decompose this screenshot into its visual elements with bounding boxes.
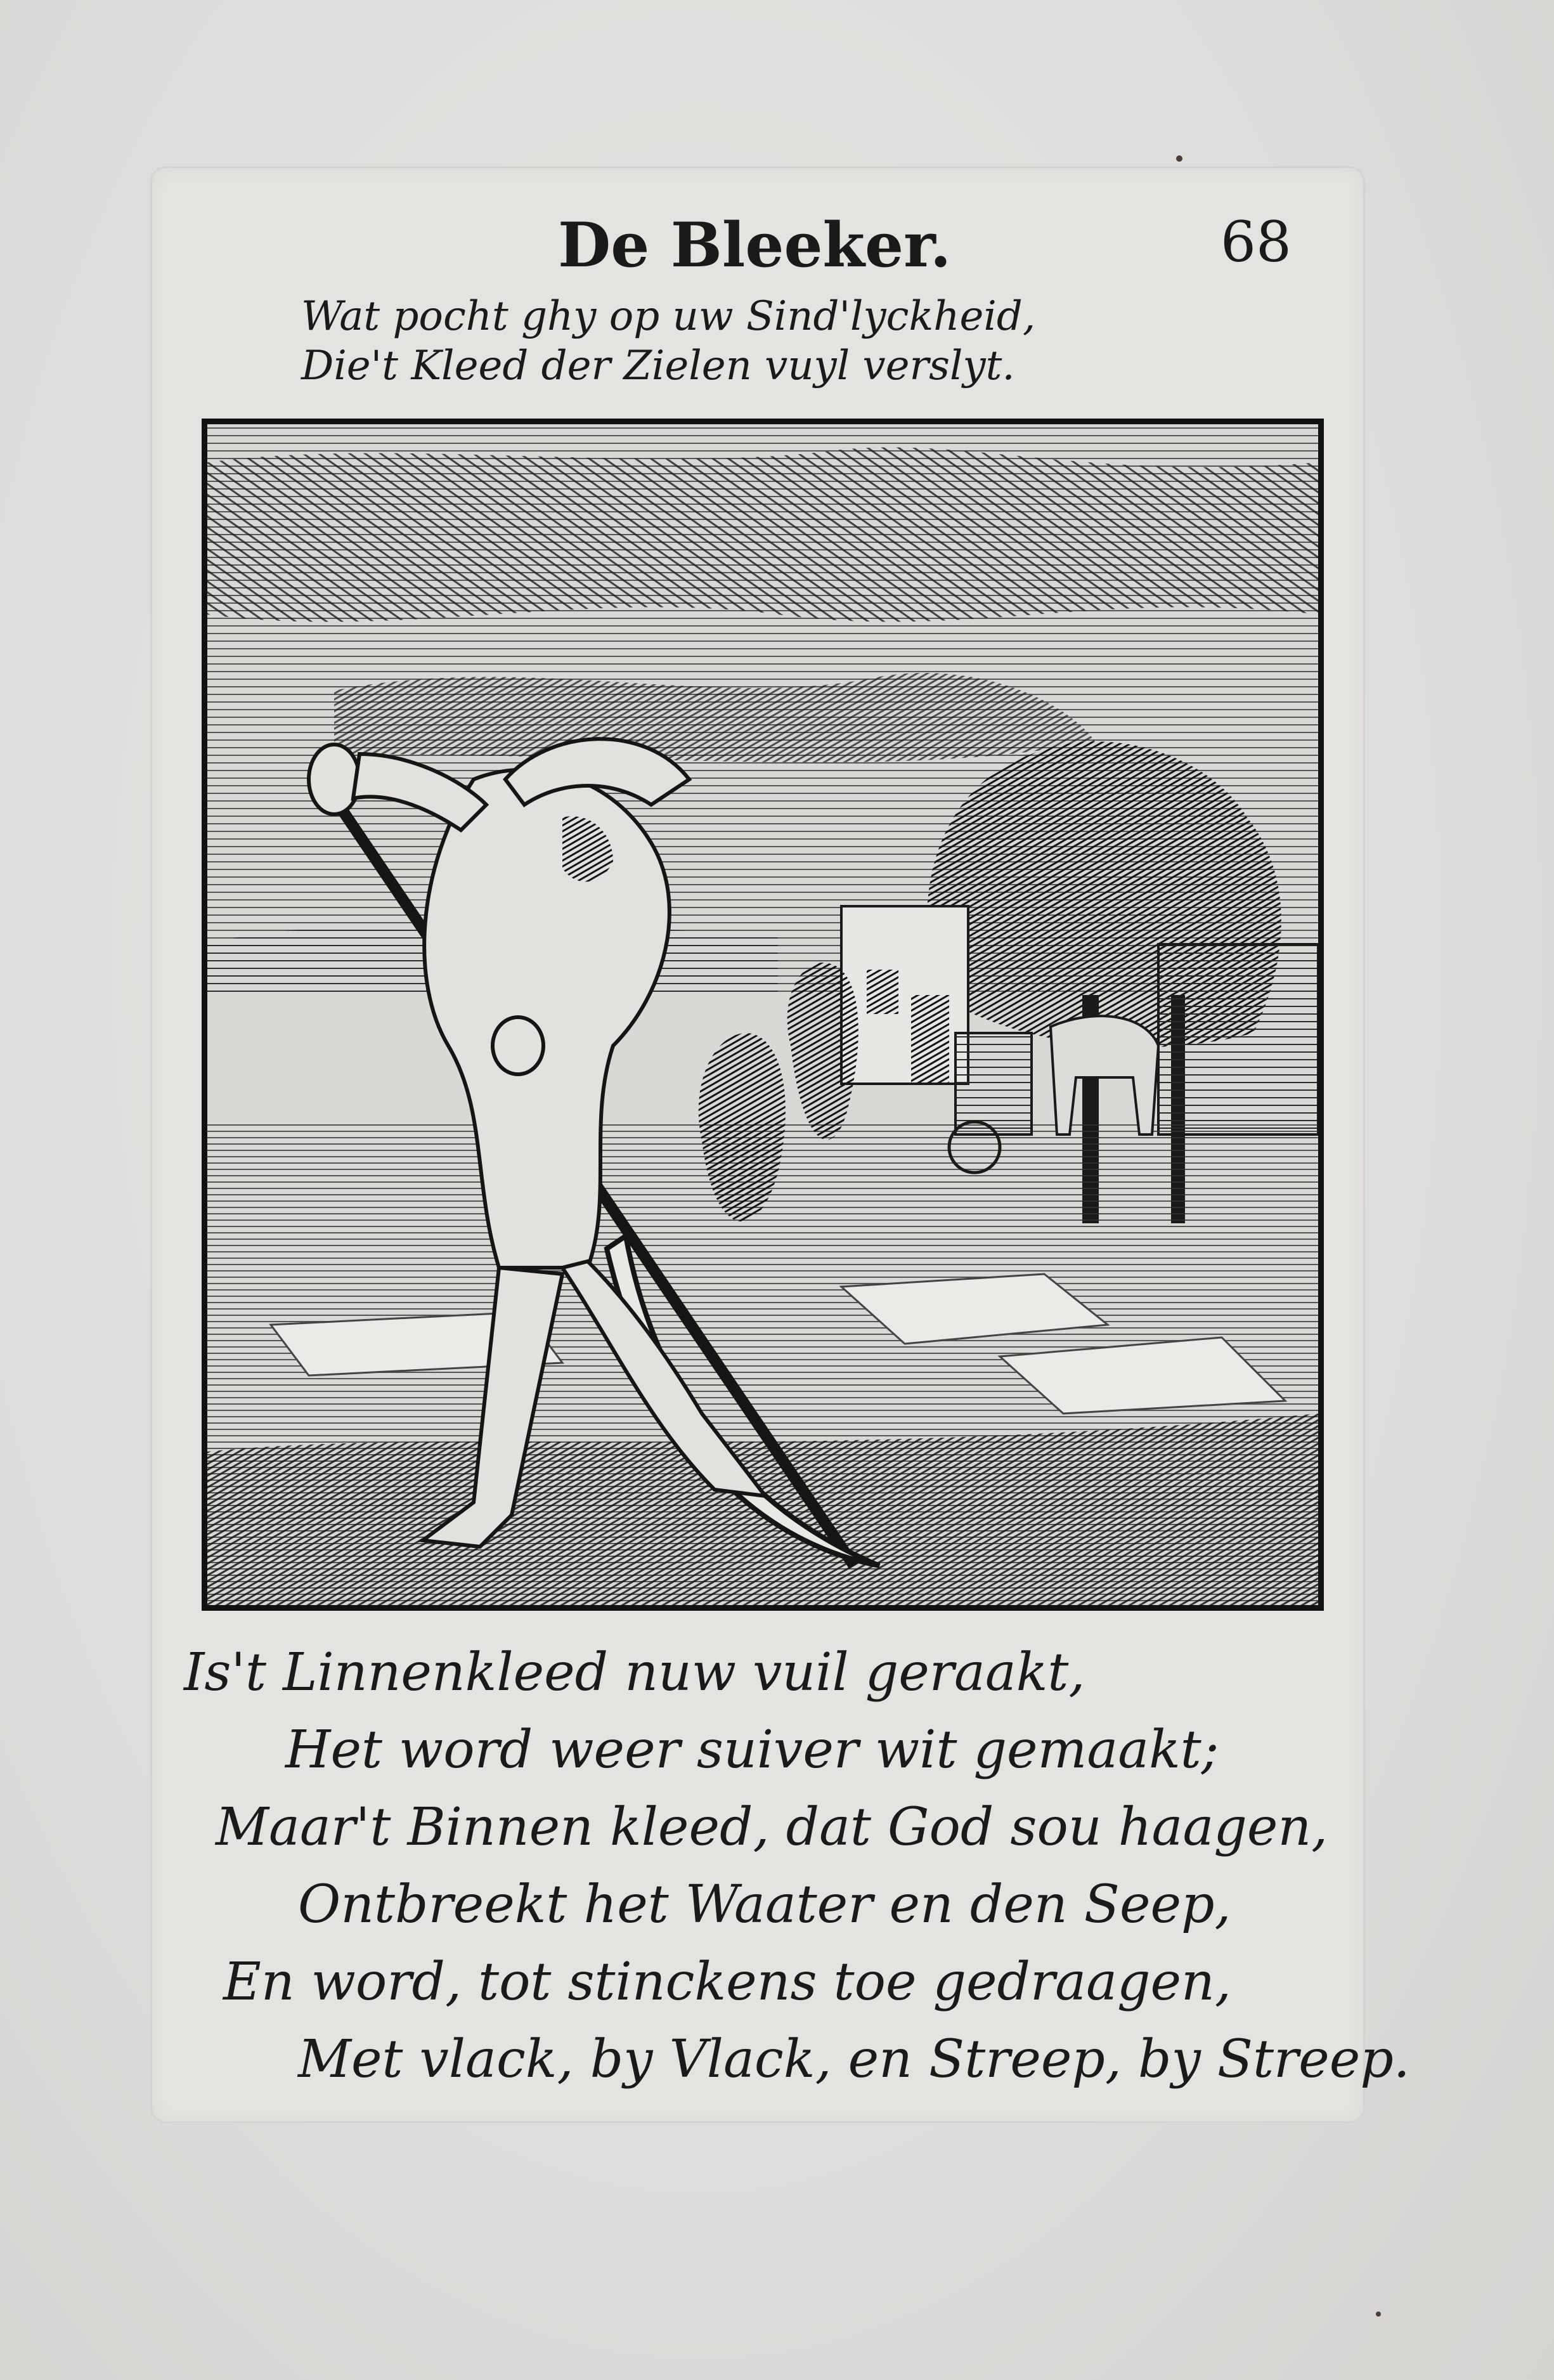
paper-speck bbox=[1176, 155, 1182, 162]
horse bbox=[1051, 1016, 1158, 1135]
page-number: 68 bbox=[1221, 209, 1292, 275]
verse-line-1: Is't Linnenkleed nuw vuil geraakt, bbox=[184, 1642, 1085, 1703]
house-right bbox=[1158, 944, 1318, 1135]
verse-line-3: Maar't Binnen kleed, dat God sou haagen, bbox=[216, 1797, 1328, 1857]
motto-line-2: Die't Kleed der Zielen vuyl verslyt. bbox=[301, 342, 1015, 389]
house-window bbox=[867, 970, 898, 1014]
horse-cart bbox=[955, 1033, 1032, 1135]
motto-line-1: Wat pocht ghy op uw Sind'lyckheid, bbox=[301, 293, 1036, 340]
paper-speck bbox=[1376, 2312, 1381, 2317]
verse-line-6: Met vlack, by Vlack, en Streep, by Streep. bbox=[298, 2029, 1410, 2090]
plate-title: De Bleeker. bbox=[558, 209, 952, 281]
bleacher-hand bbox=[493, 1017, 543, 1074]
house-door bbox=[911, 995, 949, 1084]
woman-bleacher bbox=[787, 963, 858, 1140]
bleacher-hand bbox=[309, 745, 359, 814]
engraving-illustration bbox=[202, 419, 1324, 1611]
verse-line-5: En word, tot stinckens toe gedraagen, bbox=[223, 1952, 1231, 2012]
verse-line-2: Het word weer suiver wit gemaakt; bbox=[285, 1720, 1219, 1780]
clouds-upper bbox=[207, 447, 1318, 621]
verse-line-4: Ontbreekt het Waater en den Seep, bbox=[298, 1875, 1231, 1935]
